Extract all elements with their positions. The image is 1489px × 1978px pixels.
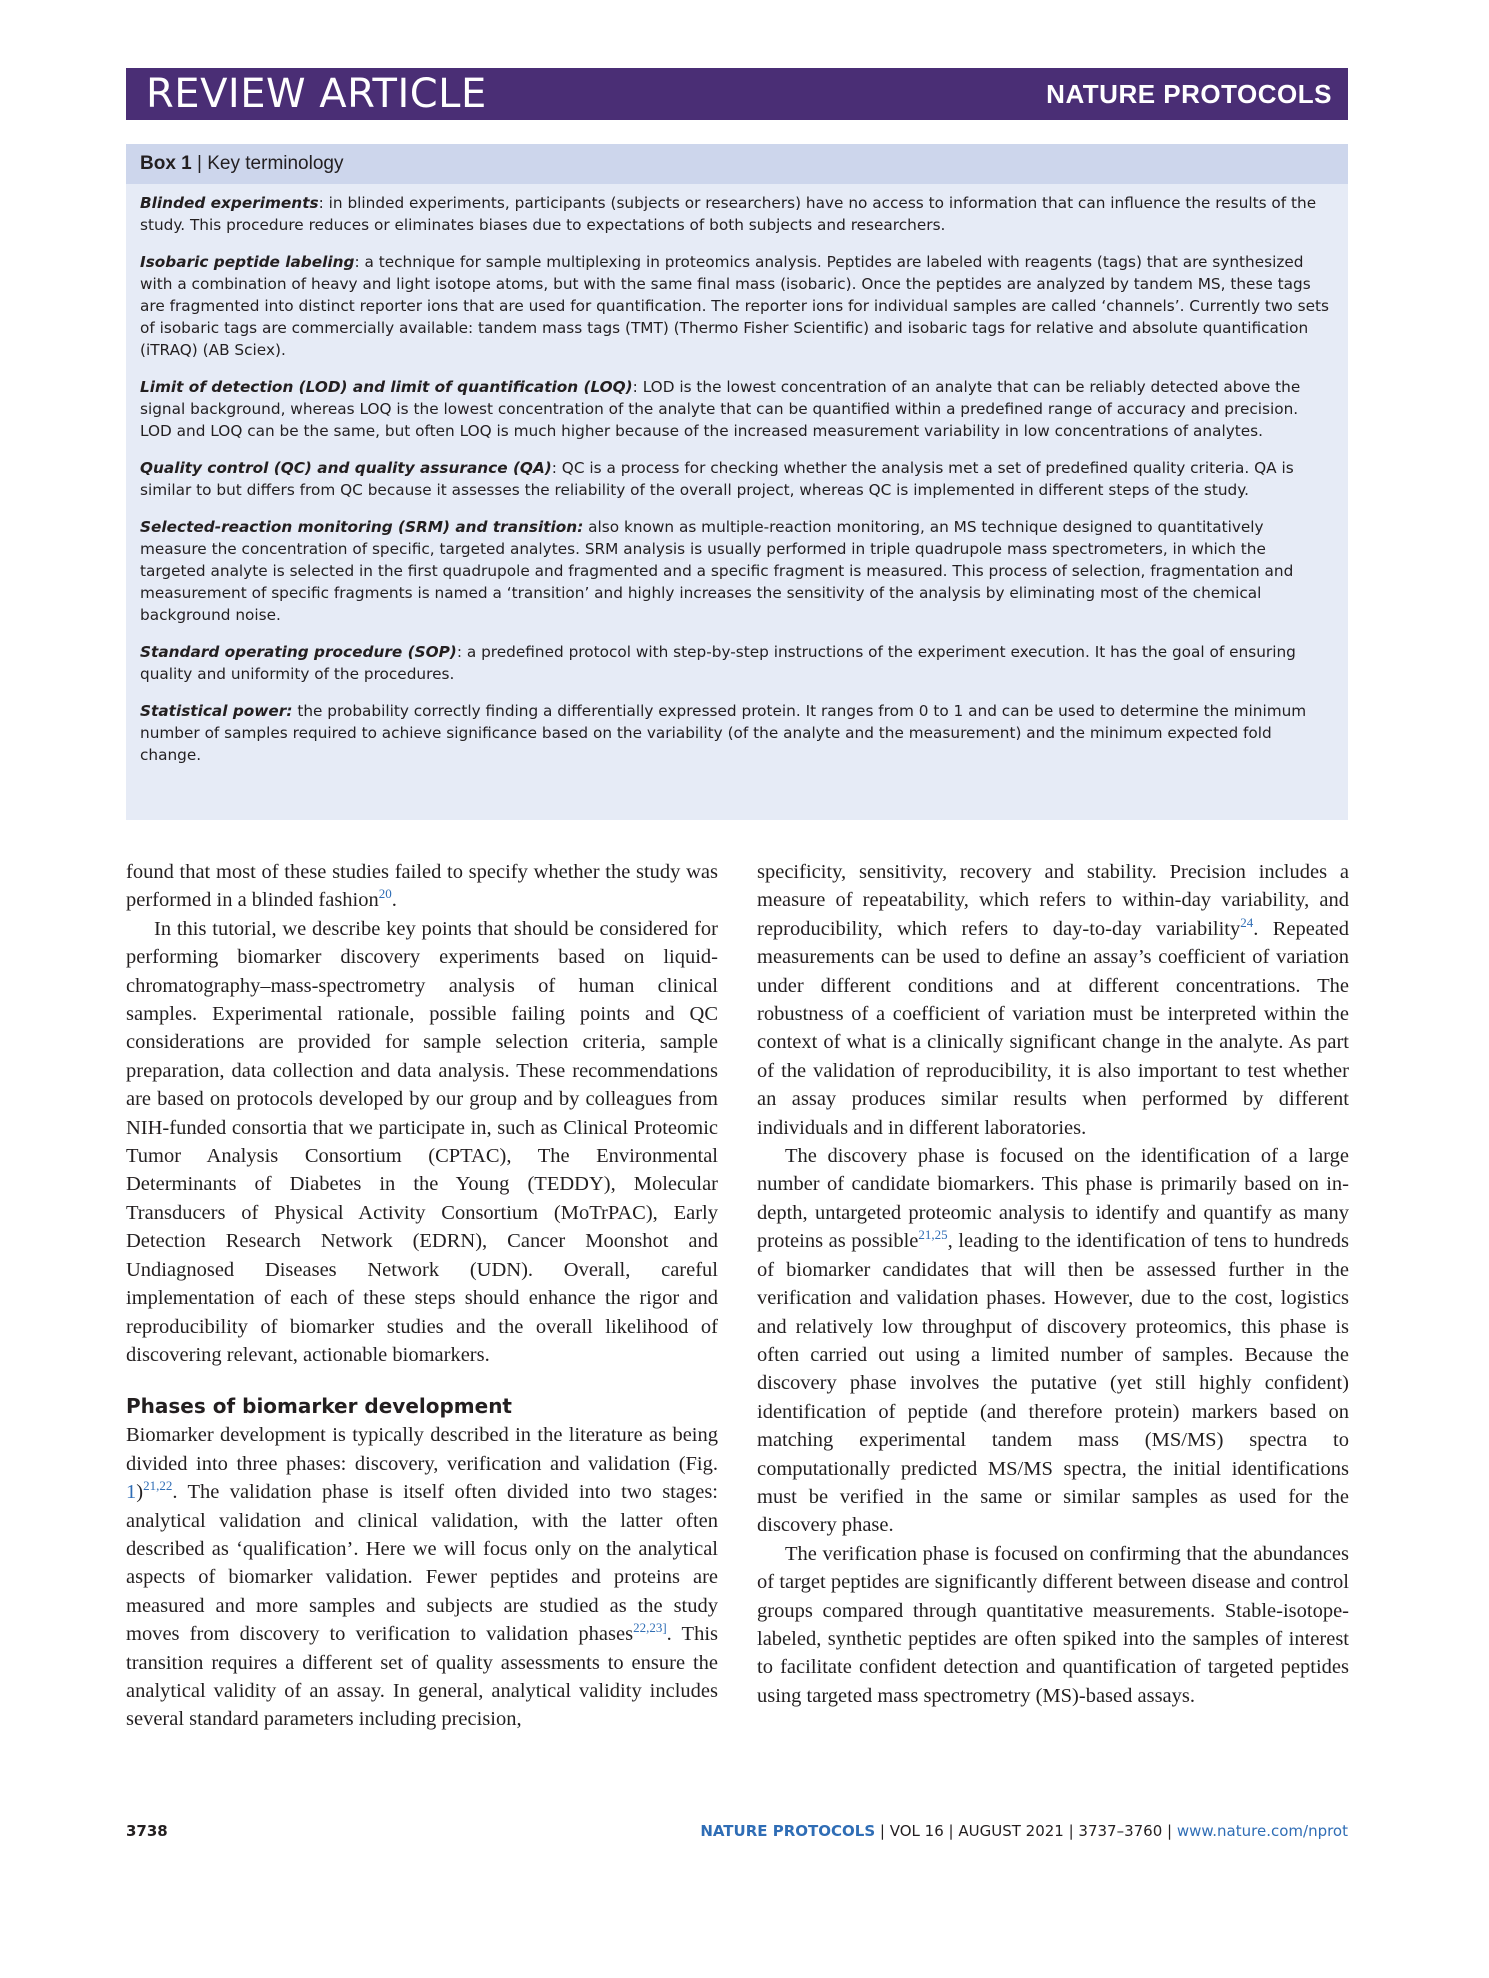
footer-citation: | VOL 16 | AUGUST 2021 | 3737–3760 | [875,1822,1177,1840]
box-label: Box 1 [140,153,192,174]
term-sep: : [551,459,557,477]
term-entry [140,376,1334,442]
term-definition: QC is a process for checking whether the analysis met a set of predefined quality criteria. QA is similar to but differs from QC because it assesses the reliability of the overall project, whereas QC is implemented in different steps of the study. [140,459,1294,499]
paragraph [757,1142,1349,1540]
term-entry [140,192,1334,236]
text-run: found that most of these studies failed to specify whether the study was performed in a blinded fashion [126,861,718,912]
term-definition: a predefined protocol with step-by-step instructions of the experiment execution. It has the goal of ensuring quality and uniformity of the procedures. [140,643,1296,683]
page-number: 3738 [126,1822,168,1840]
term-name: Limit of detection (LOD) and limit of quantification (LOQ) [140,378,633,396]
term-entry [140,457,1334,501]
text-run: . The validation phase is itself often divided into two stages: analytical validation and clinical validation, with the latter often described as ‘qualification’. Here we will focus only on the analytical aspects of biomarker validation. Fewer peptides and proteins are measured and more samples and subjects are studied as the study moves from discovery to verification to validation phases [126,1481,718,1646]
paragraph [757,858,1349,1142]
term-sep: : [632,378,638,396]
text-run: . [391,889,397,912]
term-definition: LOD is the lowest concentration of an analyte that can be reliably detected above the signal background, whereas LOQ is the lowest concentration of the analyte that can be quantified within a predefined range of accuracy and precision. LOD and LOQ can be the same, but often LOQ is much higher because of the increased measurement variability in low concentrations of analytes. [140,378,1301,440]
paragraph [126,858,718,915]
term-name: Selected-reaction monitoring (SRM) and transition: [140,518,584,536]
term-entry [140,641,1334,685]
reference-link[interactable]: 20 [378,886,392,902]
figure-link[interactable]: 1 [126,1481,137,1504]
term-name: Quality control (QC) and quality assurance (QA) [140,459,552,477]
citation [700,1822,1348,1840]
right-column [757,858,1349,1710]
term-entry [140,700,1334,766]
term-definition: also known as multiple-reaction monitoring, an MS technique designed to quantitatively measure the concentration of specific, targeted analytes. SRM analysis is usually performed in triple quadrupole mass spectrometers, in which the targeted analyte is selected in the first quadrupole and fragmented and a specific fragment is measured. This process of selection, fragmentation and measurement of specific fragments is named a ‘transition’ and highly increases the sensitivity of the analysis by eliminating most of the chemical background noise. [140,518,1294,624]
reference-link[interactable]: 21,22 [143,1478,173,1494]
box-body [140,192,1334,781]
term-definition: a technique for sample multiplexing in proteomics analysis. Peptides are labeled with reagents (tags) that are synthesized with a combination of heavy and light isotope atoms, but with the same final mass (isobaric). Once the peptides are analyzed by tandem MS, these tags are fragmented into distinct reporter ions that are used for quantification. The reporter ions for individual samples are called ‘channels’. Currently two sets of isobaric tags are commercially available: tandem mass tags (TMT) (Thermo Fisher Scientific) and isobaric tags for relative and absolute quantification (iTRAQ) (AB Sciex). [140,253,1329,359]
text-run: . Repeated measurements can be used to define an assay’s coefficient of variation under different conditions and at different concentrations. The robustness of a coefficient of variation must be interpreted within the context of what is a clinically significant change in the analyte. As part of the validation of reproducibility, it is also important to test whether an assay produces similar results when performed by different individuals and in different laboratories. [757,917,1349,1139]
term-definition: in blinded experiments, participants (subjects or researchers) have no access to information that can influence the results of the study. This procedure reduces or eliminates biases due to expectations of both subjects and researchers. [140,194,1317,234]
term-sep: : [456,643,462,661]
box-title-sep: | [191,153,208,174]
text-run: Biomarker development is typically described in the literature as being divided into three phases: discovery, verification and validation (Fig. [126,1424,718,1475]
term-sep: : [354,253,360,271]
article-type: REVIEW ARTICLE [146,71,487,117]
term-name: Isobaric peptide labeling [140,253,355,271]
journal-name: NATURE PROTOCOLS [1046,79,1332,109]
left-column [126,858,718,1734]
text-run: . This transition requires a different set of quality assessments to ensure the analytical validity of an assay. In general, analytical validity includes several standard parameters including precision, [126,1623,718,1731]
term-definition: the probability correctly finding a differentially expressed protein. It ranges from 0 to 1 and can be used to determine the minimum number of samples required to achieve significance based on the variability (of the analyte and the measurement) and the minimum expected fold change. [140,702,1307,764]
term-name: Statistical power: [140,702,293,720]
key-terminology-box [126,144,1348,820]
term-sep: : [318,194,324,212]
reference-link[interactable]: 22,23] [633,1620,667,1636]
text-run: , leading to the identification of tens to hundreds of biomarker candidates that will then be assessed further in the verification and validation phases. However, due to the cost, logistics and relatively low throughput of discovery proteomics, this phase is often carried out using a limited number of samples. Because the discovery phase involves the putative (yet still highly confident) identification of peptide (and therefore protein) markers based on matching experimental tandem mass (MS/MS) spectra to computationally predicted MS/MS spectra, the initial identifications must be verified in the same or similar samples as used for the discovery phase. [757,1230,1349,1537]
term-name: Standard operating procedure (SOP) [140,643,457,661]
footer-journal: NATURE PROTOCOLS [700,1822,876,1840]
text-run: ) [136,1481,144,1504]
term-entry [140,516,1334,626]
section-heading: Phases of biomarker development [126,1394,512,1419]
reference-link[interactable]: 24 [1240,914,1254,930]
paragraph: The verification phase is focused on confirming that the abundances of target peptides are significantly different between disease and control groups compared through quantitative measurements. Stable-isotope-labeled, synthetic peptides are often spiked into the samples of interest to facilitate confident detection and quantification of targeted peptides using targeted mass spectrometry (MS)-based assays. [757,1542,1349,1707]
page-header [126,68,1348,120]
reference-link[interactable]: 21,25 [918,1227,948,1243]
paragraph [126,1421,718,1733]
box-title-text: Key terminology [207,153,344,174]
text-run: The discovery phase is focused on the identification of a large number of candidate biomarkers. This phase is primarily based on in-depth, untargeted proteomic analysis to identify and quantify as many proteins as possible [757,1145,1349,1253]
term-name: Blinded experiments [140,194,319,212]
page-footer [126,1822,1348,1846]
journal-url-link[interactable]: www.nature.com/nprot [1176,1822,1348,1840]
term-entry [140,251,1334,361]
paragraph: In this tutorial, we describe key points that should be considered for performing biomarker discovery experiments based on liquid-chromatography–mass-spectrometry analysis of human clinical samples. Experimental rationale, possible failing points and QC considerations are provided for sample selection criteria, sample preparation, data collection and data analysis. These recommendations are based on protocols developed by our group and by colleagues from NIH-funded consortia that we participate in, such as Clinical Proteomic Tumor Analysis Consortium (CPTAC), The Environmental Determinants of Diabetes in the Young (TEDDY), Molecular Transducers of Physical Activity Consortium (MoTrPAC), Early Detection Research Network (EDRN), Cancer Moonshot and Undiagnosed Diseases Network (UDN). Overall, careful implementation of each of these steps should enhance the rigor and reproducibility of biomarker studies and the overall likelihood of discovering relevant, actionable biomarkers. [126,917,718,1366]
text-run: specificity, sensitivity, recovery and stability. Precision includes a measure of repeatability, which refers to within-day variability, and reproducibility, which refers to day-to-day variability [757,861,1349,940]
box-title [126,144,1348,184]
